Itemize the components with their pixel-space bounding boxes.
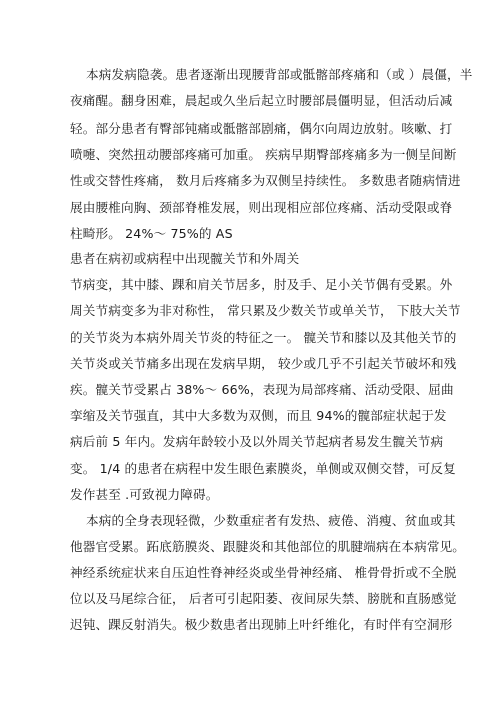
text-line: 位以及马尾综合征， 后者可引起阳萎、夜间尿失禁、膀胱和直肠感觉 bbox=[70, 591, 457, 606]
text-line: 变。 1/4 的患者在病程中发生眼色素膜炎，单侧或双侧交替，可反复 bbox=[70, 461, 456, 476]
text-line: 挛缩及关节强直，其中大多数为双侧，而且 94%的髋部症状起于发 bbox=[70, 408, 447, 423]
text-line: 轻。部分患者有臀部钝痛或骶髂部剧痛，偶尔向周边放射。咳嗽、打 bbox=[70, 121, 453, 136]
text-line: 发作甚至 .可致视力障碍。 bbox=[70, 487, 219, 502]
text-line: 周关节病变多为非对称性， 常只累及少数关节或单关节， 下肢大关节 bbox=[70, 303, 461, 318]
text-line: 展由腰椎向胸、颈部脊椎发展，则出现相应部位疼痛、活动受限或脊 bbox=[70, 200, 453, 215]
text-line: 关节炎或关节痛多出现在发病早期， 较少或几乎不引起关节破坏和残 bbox=[70, 356, 457, 371]
text-line: 性或交替性疼痛， 数月后疼痛多为双侧呈持续性。 多数患者随病情进 bbox=[70, 173, 461, 188]
text-line: 夜痛醒。翻身困难，晨起或久坐后起立时腰部晨僵明显，但活动后减 bbox=[70, 93, 453, 108]
text-line: 患者在病初或病程中出现髋关节和外周关 bbox=[70, 251, 300, 266]
text-line: 他器官受累。跖底筋膜炎、跟腱炎和其他部位的肌腱端病在本病常见。 bbox=[70, 539, 466, 554]
text-line: 神经系统症状来自压迫性脊神经炎或坐骨神经痛、 椎骨骨折或不全脱 bbox=[70, 565, 457, 580]
text-line: 病后前 5 年内。发病年龄较小及以外周关节起病者易发生髋关节病 bbox=[70, 434, 444, 449]
text-line: 柱畸形。 24%～ 75%的 AS bbox=[70, 226, 233, 241]
text-line: 的关节炎为本病外周关节炎的特征之一。 髋关节和膝以及其他关节的 bbox=[70, 330, 457, 345]
text-line: 迟钝、踝反射消失。极少数患者出现肺上叶纤维化，有时伴有空洞形 bbox=[70, 617, 453, 632]
text-line: 节病变，其中膝、踝和肩关节居多，肘及手、足小关节偶有受累。外 bbox=[70, 277, 453, 292]
text-line: 疾。髋关节受累占 38%～ 66%，表现为局部疼痛、活动受限、屈曲 bbox=[70, 382, 454, 397]
text-line: 本病的全身表现轻微，少数重症者有发热、疲倦、消瘦、贫血或其 bbox=[86, 513, 456, 528]
text-line: 本病发病隐袭。患者逐渐出现腰背部或骶髂部疼痛和（或 ）晨僵，半 bbox=[86, 67, 473, 82]
text-line: 喷嚏、突然扭动腰部疼痛可加重。 疾病早期臀部疼痛多为一侧呈间断 bbox=[70, 147, 457, 162]
